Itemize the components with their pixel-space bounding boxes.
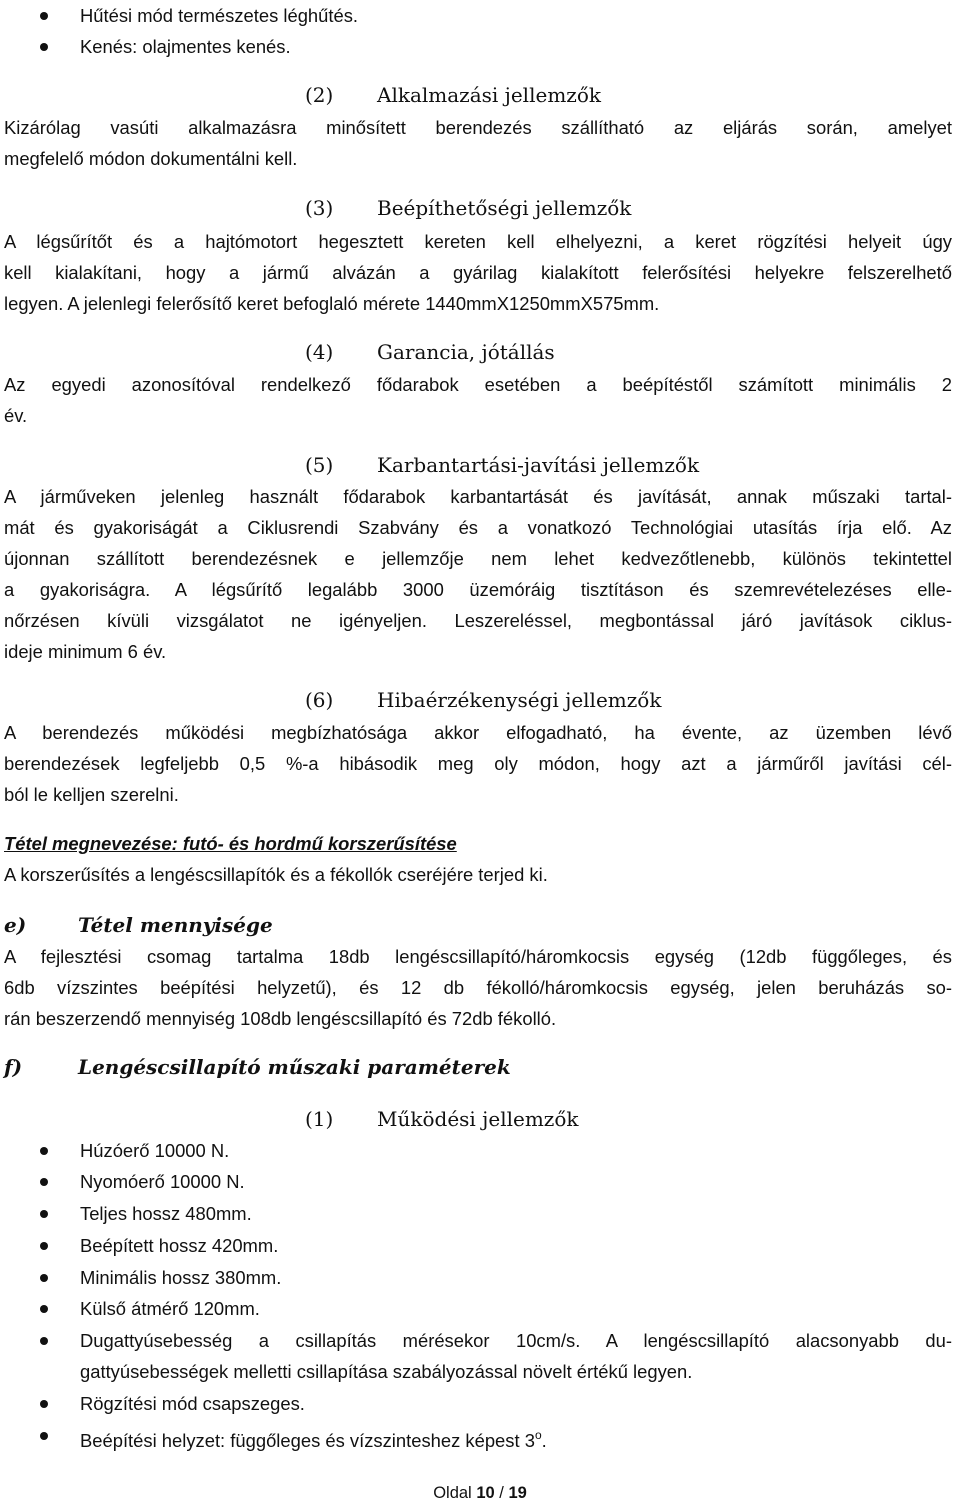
paragraph-line: 6db vízszintes beépítési helyzetű), és 12 db fékolló/háromkocsis egység, jelen beruházás so- <box>4 977 952 998</box>
paragraph-line: rán beszerzendő mennyiség 108db lengéscsillapító és 72db fékolló. <box>4 1008 557 1029</box>
page-footer <box>0 1484 960 1503</box>
paragraph-line: megfelelő módon dokumentálni kell. <box>4 148 298 169</box>
paragraph-line: berendezések legfeljebb 0,5 %-a hibásodik meg oly módon, hogy azt a járműről javítási cél- <box>4 753 952 774</box>
bullet-icon <box>40 1242 48 1250</box>
paragraph-line: kell kialakítani, hogy a jármű alvázán a gyárilag kialakított felerősítési helyekre felszerelhető <box>4 262 952 283</box>
subsection-title-f: Lengéscsillapító műszaki paraméterek <box>78 1055 511 1079</box>
bullet-icon <box>40 12 48 20</box>
section-heading-6: (6) Hibaérzékenységi jellemzők <box>305 688 662 712</box>
paragraph-line: legyen. A jelenlegi felerősítő keret befoglaló mérete 1440mmX1250mmX575mm. <box>4 293 660 314</box>
paragraph-line: újonnan szállított berendezésnek e jellemzője nem lehet kedvezőtlenebb, különös tekintettel <box>4 548 952 569</box>
paragraph-line: év. <box>4 405 28 426</box>
paragraph-line: A fejlesztési csomag tartalma 18db lengéscsillapító/háromkocsis egység (12db függőleges, és <box>4 946 952 967</box>
bullet-icon <box>40 1147 48 1155</box>
paragraph-line: ideje minimum 6 év. <box>4 641 167 662</box>
document-page: Hűtési mód természetes léghűtés. Kenés: olajmentes kenés. (2) Alkalmazási jellemzők Kizárólag vasúti alkalmazásra minősített berendezés szállítható az eljárás során, amelyet megfelelő módon dokumentálni kell. (3) Beépíthetőségi jellemzők A légsűrítőt és a hajtómotort hegesztett kereten kell elhelyezni, a keret rögzítési helyeit úgy kell kialakítani, hogy a jármű alvázán a gyárilag kialakított felerősítési helyekre felszerelhető legyen. A jelenlegi felerősítő keret befoglaló mérete 1440mmX1250mmX575mm. (4) Garancia, jótállás Az egyedi azonosítóval rendelkező fődarabok esetében a beépítéstől számított minimális 2 év. (5) Karbantartási-javítási jellemzők A járműveken jelenleg használt fődarabok karbantartását és javítását, annak műszaki tartal- mát és gyakoriságát a Ciklusrendi Szabvány és a vonatkozó Technológiai utasítás írja elő. Az újonnan szállított berendezésnek e jellemzője nem lehet kedvezőtlenebb, különös tekintettel a gyakoriságra. A légsűrítő legalább 3000 üzemóráig tisztításon és szemrevételezéses elle- nőrzésen kívüli vizsgálatot ne igényeljen. Leszereléssel, megbontással járó javítások ciklus- ideje minimum 6 év. (6) Hibaérzékenységi jellemzők A berendezés működési megbízhatósága akkor elfogadható, ha évente, az üzemben lévő berendezések legfeljebb 0,5 %-a hibásodik meg oly módon, hogy azt a járműről javítási cél- ból le kelljen szerelni. Tétel megnevezése: futó- és hordmű korszerűsítése A korszerűsítés a lengéscsillapítók és a fékollók cseréjére terjed ki. e) Tétel mennyisége A fejlesztési csomag tartalma 18db lengéscsillapító/háromkocsis egység (12db függőleges, és 6db vízszintes beépítési helyzetű), és 12 db fékolló/háromkocsis egység, jelen beruházás so- rán beszerzendő mennyiség 108db lengéscsillapító és 72db fékolló. f) Lengéscsillapító műszaki paraméterek (1) Működési jellemzők Húzóerő 10000 N. Nyomóerő 10000 N. Teljes hossz 480mm. Beépített hossz 420mm. Minimális hossz 380mm. Külső átmérő 120mm. Dugattyúsebesség a csillapítás mérésekor 10cm/s. A lengéscsillapító alacsonyabb du- gattyúsebességek melletti csillapítása szabályozással növelt értékű legyen. Rögzítési mód csapszeges. Beépítési helyzet: függőleges és vízszinteshez képest 3$^o$. Oldal 10 / 19 <box>0 0 960 1509</box>
subsection-title-e: Tétel mennyisége <box>78 913 273 937</box>
paragraph-line: Az egyedi azonosítóval rendelkező fődarabok esetében a beépítéstől számított minimális 2 <box>4 374 952 395</box>
degree-sign: o <box>534 1428 542 1442</box>
subsection-label-f: f) <box>4 1055 23 1079</box>
item-title: Tétel megnevezése: futó- és hordmű korszerűsítése <box>4 833 457 854</box>
paragraph-line: A berendezés működési megbízhatósága akkor elfogadható, ha évente, az üzemben lévő <box>4 722 952 743</box>
bullet-icon <box>40 1337 48 1345</box>
bullet-icon <box>40 1274 48 1282</box>
paragraph-line: nőrzésen kívüli vizsgálatot ne igényeljen. Leszereléssel, megbontással járó javítások ciklus- <box>4 610 952 631</box>
footer-total-pages: 19 <box>508 1484 527 1502</box>
paragraph-line: A korszerűsítés a lengéscsillapítók és a fékollók cseréjére terjed ki. <box>4 864 548 885</box>
footer-separator: / <box>499 1484 504 1502</box>
subsection-label-e: e) <box>4 913 27 937</box>
bullet-icon <box>40 1400 48 1408</box>
footer-prefix: Oldal <box>433 1484 472 1502</box>
paragraph-line: mát és gyakoriságát a Ciklusrendi Szabvány és a vonatkozó Technológiai utasítás írja elő. Az <box>4 517 952 538</box>
paragraph-line: A légsűrítőt és a hajtómotort hegesztett kereten kell elhelyezni, a keret rögzítési helyeit úgy <box>4 231 952 252</box>
paragraph-line: Kizárólag vasúti alkalmazásra minősített berendezés szállítható az eljárás során, amelyet <box>4 117 952 138</box>
section-heading-3: (3) Beépíthetőségi jellemzők <box>305 196 632 220</box>
section-heading-1: (1) Működési jellemzők <box>305 1107 579 1131</box>
bullet-icon <box>40 1432 48 1440</box>
bullet-icon <box>40 43 48 51</box>
bullet-icon <box>40 1210 48 1218</box>
bullet-icon <box>40 1178 48 1186</box>
section-heading-4: (4) Garancia, jótállás <box>305 340 555 364</box>
section-heading-5: (5) Karbantartási-javítási jellemzők <box>305 453 700 477</box>
paragraph-line: a gyakoriságra. A légsűrítő legalább 3000 üzemóráig tisztításon és szemrevételezéses elle- <box>4 579 952 600</box>
footer-current-page: 10 <box>476 1484 495 1502</box>
bullet-icon <box>40 1305 48 1313</box>
paragraph-line: ból le kelljen szerelni. <box>4 784 179 805</box>
paragraph-line: A járműveken jelenleg használt fődarabok karbantartását és javítását, annak műszaki tartal- <box>4 486 952 507</box>
section-heading-2: (2) Alkalmazási jellemzők <box>305 83 601 107</box>
